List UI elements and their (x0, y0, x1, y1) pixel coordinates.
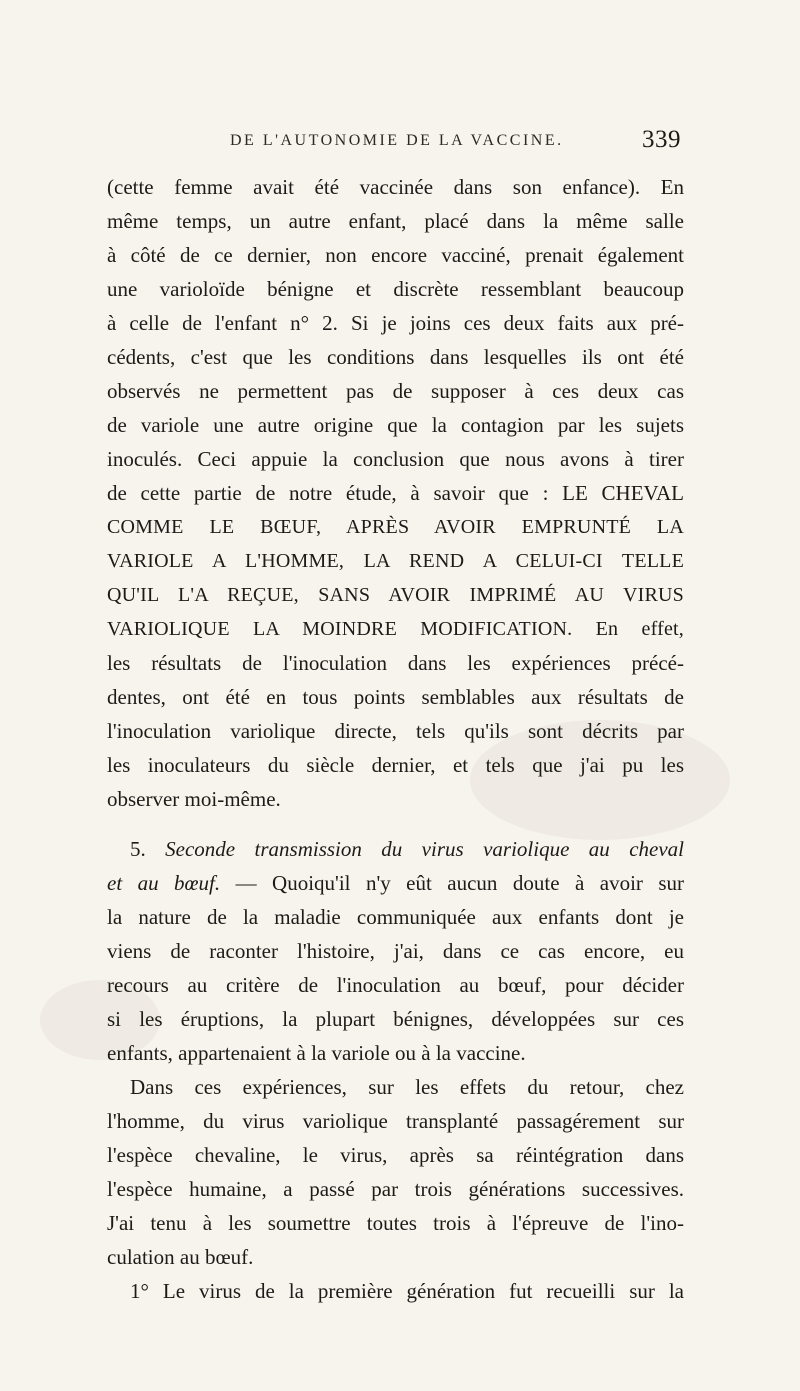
section-title-italic: Seconde transmission du virus variolique au cheval (165, 837, 685, 861)
text-line-caps: VARIOLIQUE LA MOINDRE MODIFICATION. En effet, (107, 618, 684, 640)
text-line: de variole une autre origine que la contagion par les sujets (107, 413, 684, 437)
text-line: si les éruptions, la plupart bénignes, développées sur ces (107, 1007, 684, 1031)
text-line-caps: VARIOLE A L'HOMME, LA REND A CELUI-CI TELLE (107, 550, 684, 572)
text-line: à celle de l'enfant n° 2. Si je joins ces deux faits aux pré- (107, 311, 684, 335)
text-line: (cette femme avait été vaccinée dans son enfance). En (107, 175, 684, 199)
text-line: les inoculateurs du siècle dernier, et tels que j'ai pu les (107, 753, 684, 777)
text-line: la nature de la maladie communiquée aux enfants dont je (107, 905, 684, 929)
text-line: Dans ces expériences, sur les effets du retour, chez (130, 1075, 684, 1099)
text-line: l'espèce humaine, a passé par trois générations successives. (107, 1177, 684, 1201)
section-title-italic-cont: et au bœuf. (107, 871, 221, 895)
text-line: observer moi-même. (107, 787, 281, 811)
text-line: de cette partie de notre étude, à savoir que : LE CHEVAL (107, 481, 684, 505)
text-line: l'homme, du virus variolique transplanté passagérement sur (107, 1109, 684, 1133)
section-heading (130, 832, 684, 866)
text-line: enfants, appartenaient à la variole ou à la vaccine. (107, 1041, 526, 1065)
page-number: 339 (642, 126, 681, 153)
text-line: J'ai tenu à les soumettre toutes trois à l'épreuve de l'ino- (107, 1211, 684, 1235)
text-line: même temps, un autre enfant, placé dans la même salle (107, 209, 684, 233)
text-line: dentes, ont été en tous points semblables aux résultats de (107, 685, 684, 709)
text-line: l'espèce chevaline, le virus, après sa réintégration dans (107, 1143, 684, 1167)
text-line: à côté de ce dernier, non encore vacciné, prenait également (107, 243, 684, 267)
running-title: DE L'AUTONOMIE DE LA VACCINE. (230, 132, 564, 149)
text-line: inoculés. Ceci appuie la conclusion que nous avons à tirer (107, 447, 684, 471)
text-line: cédents, c'est que les conditions dans lesquelles ils ont été (107, 345, 684, 369)
text-line: observés ne permettent pas de supposer à ces deux cas (107, 379, 684, 403)
section-heading-cont (107, 866, 684, 900)
page-header (0, 120, 800, 160)
text-run: — Quoiqu'il n'y eût aucun doute à avoir sur (220, 871, 685, 895)
text-line: culation au bœuf. (107, 1245, 254, 1269)
text-line: une varioloïde bénigne et discrète ressemblant beaucoup (107, 277, 684, 301)
text-line-caps: QU'IL L'A REÇUE, SANS AVOIR IMPRIMÉ AU VIRUS (107, 584, 684, 606)
text-line: 1° Le virus de la première génération fut recueilli sur la (130, 1279, 684, 1303)
text-line: les résultats de l'inoculation dans les expériences précé- (107, 651, 684, 675)
section-number: 5. (130, 837, 146, 861)
text-line: recours au critère de l'inoculation au bœuf, pour décider (107, 973, 684, 997)
text-line: viens de raconter l'histoire, j'ai, dans ce cas encore, eu (107, 939, 684, 963)
text-line: l'inoculation variolique directe, tels qu'ils sont décrits par (107, 719, 684, 743)
text-line-caps: COMME LE BŒUF, APRÈS AVOIR EMPRUNTÉ LA (107, 516, 684, 538)
